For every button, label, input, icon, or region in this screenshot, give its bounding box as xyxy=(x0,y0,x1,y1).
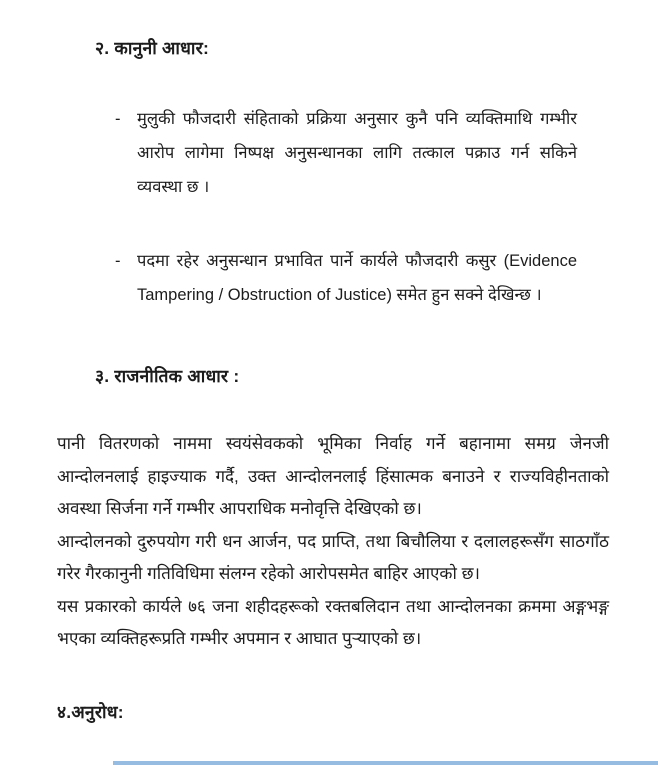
bullet-item-evidence-tampering xyxy=(115,244,577,312)
paragraph-martyrs-insult: यस प्रकारको कार्यले ७६ जना शहीदहरूको रक्तबलिदान तथा आन्दोलनका क्रममा अङ्गभङ्ग भएका व्यक्तिहरूप्रति गम्भीर अपमान र आघात पुऱ्याएको छ। xyxy=(57,596,609,648)
heading-request: ४.अनुरोध: xyxy=(57,701,124,722)
bullet-dash-marker: - xyxy=(115,110,121,128)
heading-political-basis: ३. राजनीतिक आधार : xyxy=(95,366,240,386)
paragraph-misuse-allegations: आन्दोलनको दुरुपयोग गरी धन आर्जन, पद प्राप्ति, तथा बिचौलिया र दलालहरूसँग साठगाँठ गरेर गैरकानुनी गतिविधिमा संलग्न रहेको आरोपसमेत बाहिर आएको छ। xyxy=(57,531,609,583)
bullet-text-arrest-provision: मुलुकी फौजदारी संहिताको प्रक्रिया अनुसार कुनै पनि व्यक्तिमाथि गम्भीर आरोप लागेमा निष्पक्ष अनुसन्धानका लागि तत्काल पक्राउ गर्न सकिने व्यवस्था छ । xyxy=(137,110,577,196)
bullet-dash-marker: - xyxy=(115,252,121,270)
bullet-text-evidence-tampering: पदमा रहेर अनुसन्धान प्रभावित पार्ने कार्यले फौजदारी कसुर (Evidence Tampering / Obstruction of Justice) समेत हुन सक्ने देखिन्छ । xyxy=(137,252,577,304)
paragraph-movement-hijack: पानी वितरणको नाममा स्वयंसेवकको भूमिका निर्वाह गर्ने बहानामा समग्र जेनजी आन्दोलनलाई हाइज्याक गर्दै, उक्त आन्दोलनलाई हिंसात्मक बनाउने र राज्यविहीनताको अवस्था सिर्जना गर्ने गम्भीर आपराधिक मनोवृत्ति देखिएको छ। xyxy=(57,434,609,518)
heading-legal-basis: २. कानुनी आधार: xyxy=(95,38,209,58)
bottom-blue-bar xyxy=(113,761,658,765)
bullet-item-arrest-provision xyxy=(115,102,577,204)
